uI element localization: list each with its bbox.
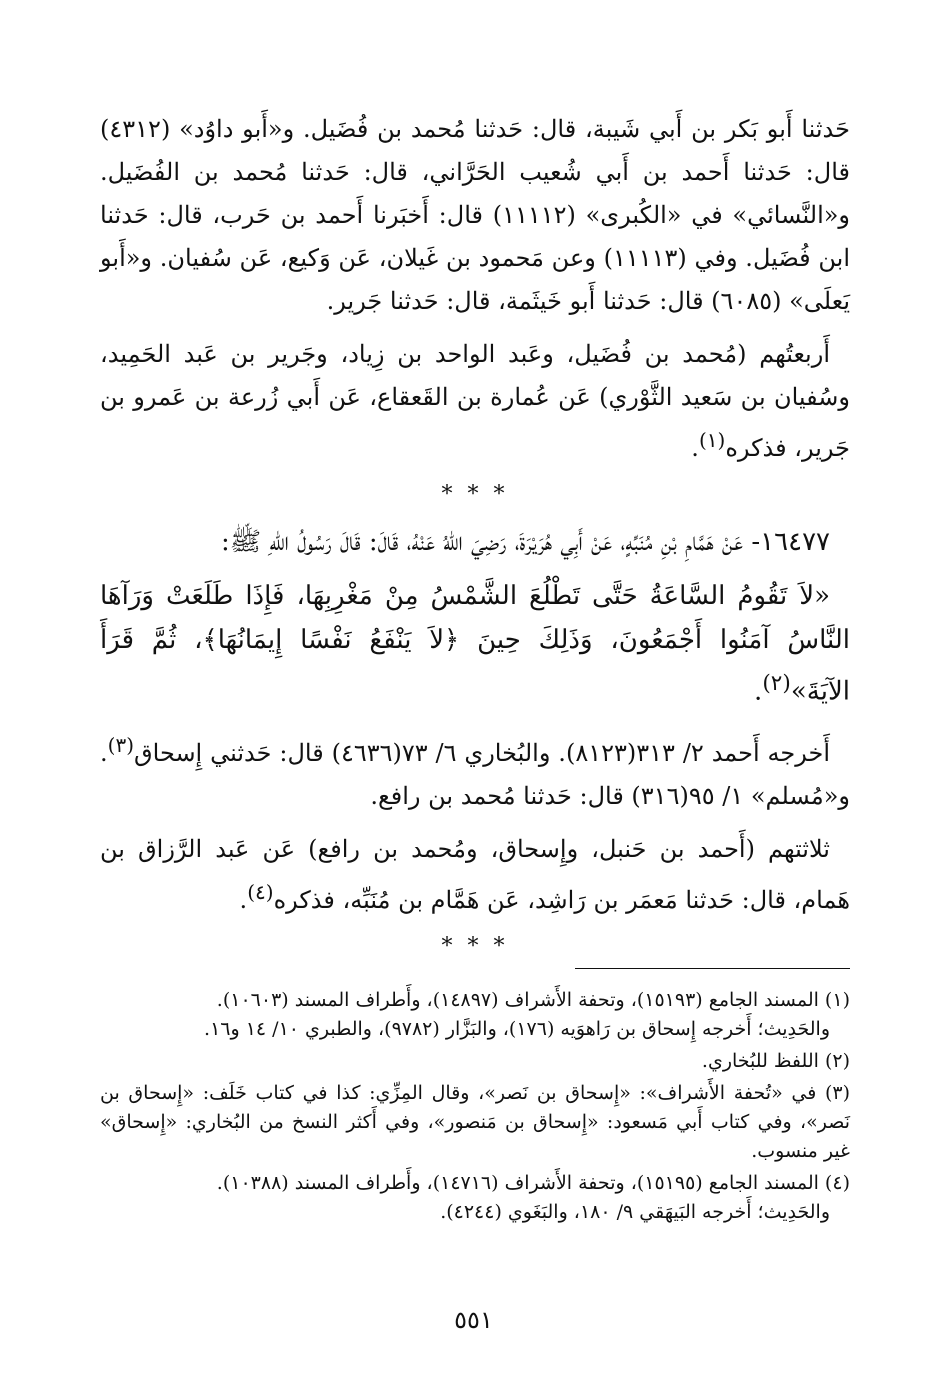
- section-separator: * * *: [441, 482, 509, 507]
- footnote-ref: (١): [698, 428, 726, 452]
- footnote-continuation: والحَدِيث؛ أَخرجه إِسحاق بن رَاهوَيه (١٧٦)، والبَزَّار (٩٧٨٢)، والطبري ١٠/ ١٤ و١٦.: [204, 1018, 830, 1040]
- footnote-ref: (٢): [762, 671, 791, 696]
- footnote-ref: (٤): [247, 879, 274, 904]
- footnote-text: (٤) المسند الجامع (١٥١٩٥)، وتحفة الأَشراف (١٤٧١٦)، وأَطراف المسند (١٠٣٨٨).: [216, 1172, 850, 1194]
- paragraph-isnad-1: حَدثنا أَبو بَكر بن أَبي شَيبة، قال: حَدثنا مُحمد بن فُضَيل. و«أَبو داوُد» (٤٣١٢) قال: حَدثنا أَحمد بن أَبي شُعيب الحَرَّاني، قال: حَدثنا مُحمد بن الفُضَيل. و«النَّسائي» في «الكُبرى» (١١١١٢) قال: أَخبَرنا أَحمد بن حَرب، قال: حَدثنا ابن فُضَيل. وفي (١١١١٣) وعن مَحمود بن غَيلان، عَن وَكيع، عَن سُفيان. و«أَبو يَعلَى» (٦٠٨٥) قال: حَدثنا أَبو خَيثَمة، قال: حَدثنا جَرير.: [100, 115, 851, 315]
- footnote-ref: (٣): [107, 732, 135, 757]
- paragraph-text-tail: . و«مُسلم» ١/ ٩٥(٣١٦) قال: حَدثنا مُحمد بن رافع.: [100, 738, 850, 810]
- hadith-heading: ١٦٤٧٧- عَنْ هَمَّامِ بْنِ مُنَبِّهٍ، عَنْ أَبِي هُرَيْرَةَ، رَضِيَ اللهُ عَنْهُ، قَالَ: قَالَ رَسُولُ اللهِ ﷺ:: [221, 527, 830, 557]
- footnote-text: (٣) في «تُحفة الأَشراف»: «إِسحاق بن نَصر»، وقال المِزِّي: كذا في كتاب خَلَف: «إِسحاق بن نَصر»، وفي كتاب أَبي مَسعود: «إِسحاق بن مَنصور»، وفي أَكثر النسخ من البُخاري: «إِسحاق» غير منسوب.: [100, 1082, 850, 1162]
- footnote-2: [100, 1047, 850, 1076]
- footnote-3: [100, 1079, 850, 1166]
- paragraph-takhrij: [100, 724, 850, 818]
- footnote-4: [100, 1169, 850, 1227]
- main-text: [100, 108, 850, 972]
- section-separator: * * *: [441, 933, 509, 959]
- paragraph-text: أَربعتُهم (مُحمد بن فُضَيل، وعَبد الواحد بن زِياد، وجَرير بن عَبد الحَمِيد، وسُفيان بن سَعيد الثَّوْري) عَن عُمارة بن القَعقاع، عَن أَبي زُرعة بن عَمرو بن جَرير، فذكره: [100, 340, 850, 462]
- footnote-divider: [575, 968, 850, 969]
- footnotes: [100, 986, 850, 1230]
- footnote-text: (١) المسند الجامع (١٥١٩٣)، وتحفة الأَشراف (١٤٨٩٧)، وأَطراف المسند (١٠٦٠٣).: [216, 989, 850, 1011]
- paragraph-isnad-3: ثلاثتهم (أَحمد بن حَنبل، وإِسحاق، ومُحمد بن رافع) عَن عَبد الرَّزاق بن هَمام، قال: حَدثنا مَعمَر بن رَاشِد، عَن هَمَّام بن مُنَبِّه، فذكره$^{(٤)}$.: [100, 834, 850, 914]
- footnote-continuation: والحَدِيث؛ أَخرجه البَيهَقي ٩/ ١٨٠، والبَغَوي (٤٢٤٤).: [440, 1201, 830, 1223]
- matn-text: «لاَ تَقُومُ السَّاعَةُ حَتَّى تَطْلُعَ الشَّمْسُ مِنْ مَغْرِبِهَا، فَإِذَا طَلَعَتْ وَرَآهَا النَّاسُ آمَنُوا أَجْمَعُونَ، وَذَلِكَ حِينَ ﴿لاَ يَنْفَعُ نَفْسًا إِيمَانُهَا﴾، ثُمَّ قَرَأَ الآيَةَ»: [100, 581, 850, 707]
- hadith-text: «لاَ تَقُومُ السَّاعَةُ حَتَّى تَطْلُعَ الشَّمْسُ مِنْ مَغْرِبِهَا، فَإِذَا طَلَعَتْ وَرَآهَا النَّاسُ آمَنُوا أَجْمَعُونَ، وَذَلِكَ حِينَ ﴿لاَ يَنْفَعُ نَفْسًا إِيمَانُهَا﴾، ثُمَّ قَرَأَ الآيَةَ»$^{(٢)}$.: [100, 581, 850, 707]
- footnote-1: [100, 986, 850, 1044]
- footnote-text: (٢) اللفظ للبُخاري.: [701, 1050, 850, 1072]
- paragraph-text: ثلاثتهم (أَحمد بن حَنبل، وإِسحاق، ومُحمد بن رافع) عَن عَبد الرَّزاق بن هَمام، قال: حَدثنا مَعمَر بن رَاشِد، عَن هَمَّام بن مُنَبِّه، فذكره: [100, 834, 850, 914]
- page-number: ٥٥١: [454, 1306, 493, 1334]
- paragraph-isnad-2: أَربعتُهم (مُحمد بن فُضَيل، وعَبد الواحد بن زِياد، وجَرير بن عَبد الحَمِيد، وسُفيان بن سَعيد الثَّوْري) عَن عُمارة بن القَعقاع، عَن أَبي زُرعة بن عَمرو بن جَرير، فذكره$^{(١)}$.: [100, 340, 850, 462]
- paragraph-text: أَخرجه أَحمد ٢/ ٣١٣(٨١٢٣). والبُخاري ٦/ ٧٣(٤٦٣٦) قال: حَدثني إِسحاق: [134, 738, 831, 767]
